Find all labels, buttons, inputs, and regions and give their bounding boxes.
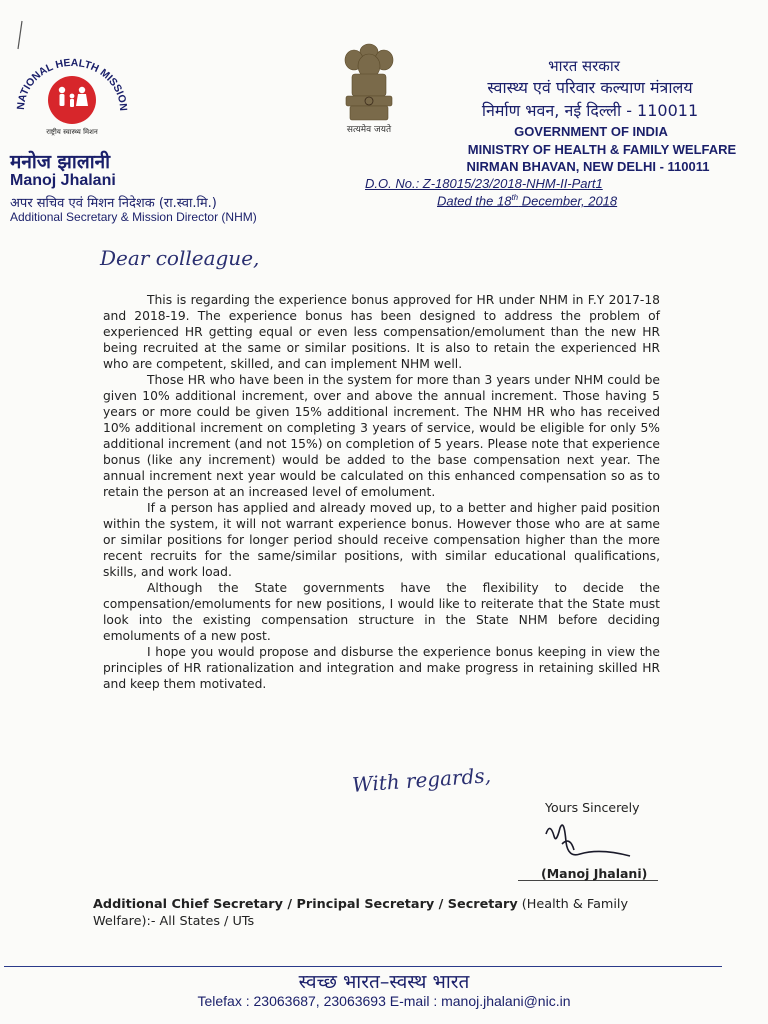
address-english: NIRMAN BHAVAN, NEW DELHI - 110011: [466, 159, 710, 174]
yours-sincerely: Yours Sincerely: [545, 800, 640, 815]
signer-name: (Manoj Jhalani): [541, 866, 648, 881]
nhm-logo: [8, 52, 134, 152]
national-emblem-icon: [334, 38, 404, 134]
letter-body: [103, 292, 660, 692]
dated-suffix: December, 2018: [518, 193, 618, 209]
paragraph: Although the State governments have the flexibility to decide the compensation/emoluments for new positions, I would like to reiterate that the State must look into the existing compensation structure in the State NHM before deciding emoluments of a new post.: [103, 581, 660, 643]
sender-name-hindi: मनोज झालानी: [10, 151, 111, 173]
addressee-title: Additional Chief Secretary / Principal Secretary / Secretary: [93, 897, 518, 912]
salutation: Dear colleague,: [100, 246, 260, 270]
footer-slogan: स्वच्छ भारत–स्वस्थ भारत: [298, 971, 470, 993]
gov-hindi: भारत सरकार: [548, 57, 620, 75]
do-number: D.O. No.: Z-18015/23/2018-NHM-II-Part1: [365, 176, 603, 191]
handwritten-closing: With regards,: [351, 763, 492, 797]
pen-mark: [14, 20, 26, 50]
gov-english: GOVERNMENT OF INDIA: [514, 124, 668, 139]
logo-ring-text: NATIONAL HEALTH MISSION: [14, 56, 130, 112]
paragraph: This is regarding the experience bonus approved for HR under NHM in F.Y 2017-18 and 2018-19. The experience bonus has been designed to address the problem of experienced HR getting equal or even less compensation/emolument than the new HR being recruited at the same or similar positions. It is also to retain the experienced HR who are competent, skilled, and can implement NHM well.: [103, 293, 660, 371]
addressee: [93, 896, 663, 930]
sender-designation-hindi: अपर सचिव एवं मिशन निदेशक (रा.स्वा.मि.): [10, 196, 217, 211]
logo-sub-text: राष्ट्रीय स्वास्थ्य मिशन: [46, 128, 98, 136]
paragraph: I hope you would propose and disburse the experience bonus keeping in view the principles of HR rationalization and integration and make progress in retaining skilled HR and keep them motivated.: [103, 645, 660, 691]
sender-designation-english: Additional Secretary & Mission Director (NHM): [10, 210, 257, 224]
footer-contact: Telefax : 23063687, 23063693 E-mail : manoj.jhalani@nic.in: [197, 993, 571, 1009]
paragraph: Those HR who have been in the system for more than 3 years under NHM could be given 10% additional increment, over and above the annual increment. Those having 5 years or more could be given 15% additional increment. The NHM HR who has received 10% additional increment on completing 3 years of service, would be eligible for only 5% additional increment (and not 15%) on completion of 5 years. Please note that experience bonus (like any increment) would be added to the base compensation next year. The annual increment next year would be calculated on this enhanced compensation so as to retain the person at an increased level of emolument.: [103, 373, 660, 499]
ministry-english: MINISTRY OF HEALTH & FAMILY WELFARE: [467, 142, 737, 157]
paragraph: If a person has applied and already moved up, to a better and higher paid position within the system, it will not warrant experience bonus. However those who are at same or similar positions for longer period should receive compensation higher than the more recent recruits for the same/similar positions, with similar educational qualifications, skills, and work load.: [103, 501, 660, 579]
dated-prefix: Dated the 18: [437, 193, 512, 209]
sender-name-english: Manoj Jhalani: [10, 172, 116, 189]
emblem-motto: सत्यमेव जयते: [346, 125, 392, 135]
ministry-hindi: स्वास्थ्य एवं परिवार कल्याण मंत्रालय: [487, 78, 693, 97]
address-hindi: निर्माण भवन, नई दिल्ली - 110011: [481, 101, 699, 120]
dated-sup: th: [511, 193, 519, 202]
signature: [540, 814, 660, 868]
addressee-rest: (Health & Family Welfare):- All States / UTs: [93, 897, 629, 929]
dated-line: [437, 193, 617, 208]
footer-divider: [4, 966, 722, 967]
